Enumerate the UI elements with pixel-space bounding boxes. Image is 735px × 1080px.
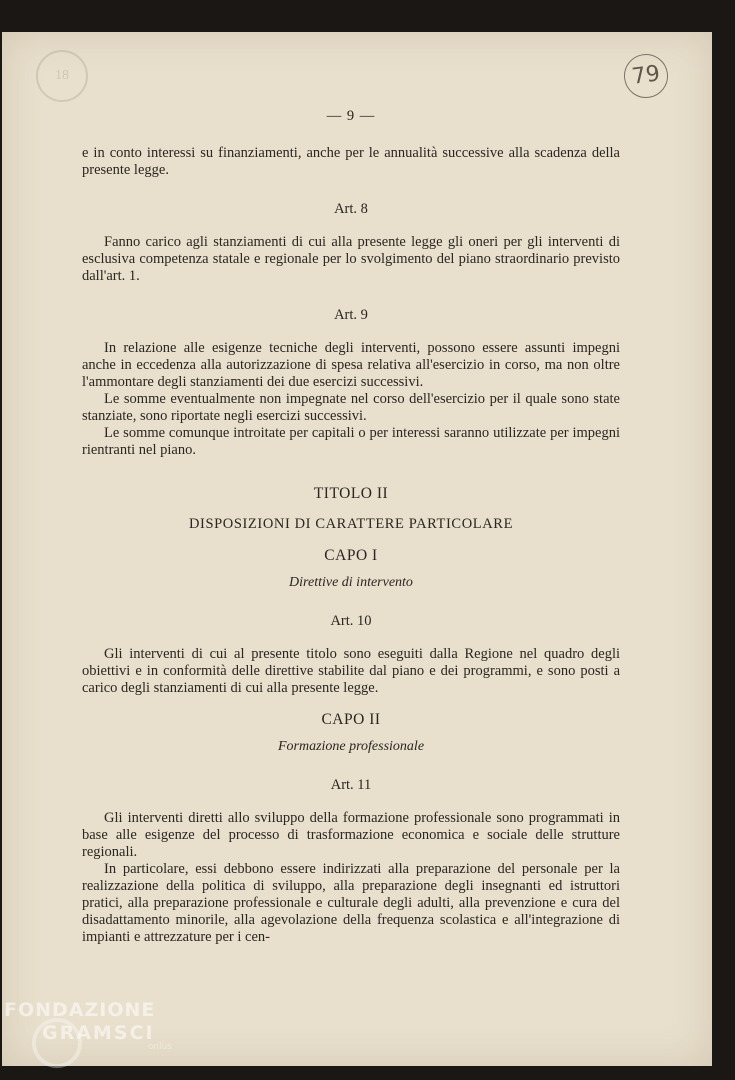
article-paragraph: Le somme comunque introitate per capitali o per interessi saranno utilizzate per impegni rientranti nel piano. bbox=[82, 425, 620, 458]
article-paragraph: Fanno carico agli stanziamenti di cui alla presente legge gli oneri per gli interventi di esclusiva competenza statale e regionale per lo svolgimento del piano straordinario previsto dall'art. 1. bbox=[82, 234, 620, 284]
continuation-paragraph: e in conto interessi su finanziamenti, anche per le annualità successive alla scadenza della presente legge. bbox=[82, 145, 620, 178]
page-number: — 9 — bbox=[326, 108, 376, 124]
watermark-logo bbox=[4, 998, 204, 1052]
article-paragraph: Gli interventi di cui al presente titolo sono eseguiti dalla Regione nel quadro degli obiettivi e in conformità delle direttive stabilite dal piano e dei programmi, e sono posti a carico degli stanziamenti di cui alla presente legge. bbox=[82, 646, 620, 696]
watermark-line2: GRAMSCI bbox=[42, 1022, 155, 1044]
faded-stamp: 18 bbox=[36, 50, 88, 102]
chapter-heading: CAPO I bbox=[324, 547, 378, 564]
section-heading: DISPOSIZIONI DI CARATTERE PARTICOLARE bbox=[188, 516, 514, 532]
title-heading: TITOLO II bbox=[313, 485, 389, 502]
watermark-line1: FONDAZIONE bbox=[4, 999, 156, 1021]
watermark-small: onlus bbox=[148, 1042, 173, 1052]
page-content bbox=[82, 108, 620, 946]
chapter-heading: CAPO II bbox=[321, 711, 381, 728]
folio-number: 79 bbox=[621, 51, 671, 101]
article-heading: Art. 10 bbox=[330, 613, 372, 629]
article-paragraph: In relazione alle esigenze tecniche degli interventi, possono essere assunti impegni anche in eccedenza alla autorizzazione di spesa relativa all'esercizio in corso, ma non oltre l'ammontare degli stanziamenti dei due esercizi successivi. bbox=[82, 340, 620, 390]
watermark-g-icon bbox=[32, 1018, 82, 1068]
article-heading: Art. 8 bbox=[334, 201, 368, 217]
chapter-subtitle: Direttive di intervento bbox=[289, 575, 413, 590]
document-page bbox=[2, 32, 712, 1066]
article-paragraph: Le somme eventualmente non impegnate nel corso dell'esercizio per il quale sono state stanziate, sono riportate negli esercizi successivi. bbox=[82, 391, 620, 424]
chapter-subtitle: Formazione professionale bbox=[277, 739, 425, 754]
article-paragraph: Gli interventi diretti allo sviluppo della formazione professionale sono programmati in base alle esigenze del processo di trasformazione economica e sociale delle strutture regionali. bbox=[82, 810, 620, 860]
article-paragraph: In particolare, essi debbono essere indirizzati alla preparazione del personale per la realizzazione della politica di sviluppo, alla preparazione degli insegnanti ed istruttori pratici, alla preparazione professionale e culturale degli adulti, alla prevenzione e cura del disadattamento minorile, alla agevolazione della frequenza scolastica e all'integrazione di impianti e attrezzature per i cen- bbox=[82, 861, 620, 945]
article-heading: Art. 9 bbox=[334, 307, 368, 323]
article-heading: Art. 11 bbox=[330, 777, 372, 793]
